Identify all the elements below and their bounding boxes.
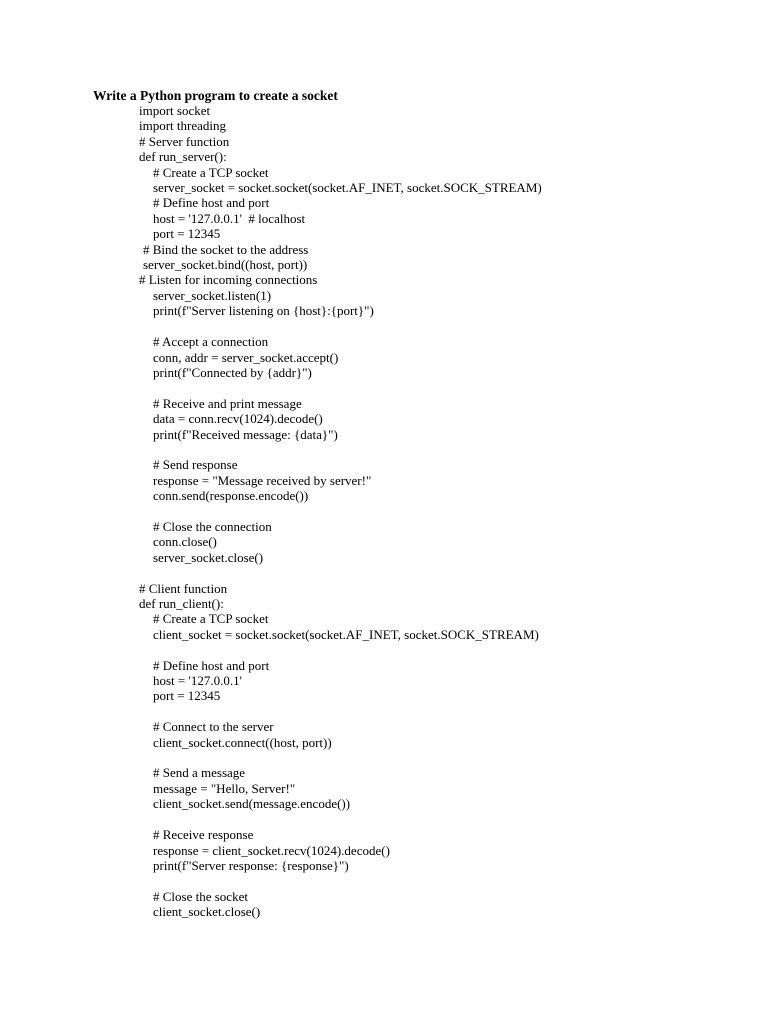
code-line: # Receive and print message bbox=[153, 395, 302, 411]
document-title: Write a Python program to create a socket bbox=[93, 88, 338, 103]
code-line: def run_client(): bbox=[139, 596, 224, 611]
code-line: host = '127.0.0.1' bbox=[153, 673, 242, 689]
code-line: # Receive response bbox=[153, 827, 254, 843]
code-line: print(f"Server response: {response}") bbox=[153, 857, 349, 873]
code-line: response = client_socket.recv(1024).decode() bbox=[153, 842, 390, 858]
code-line: host = '127.0.0.1' # localhost bbox=[153, 210, 306, 226]
code-line: client_socket.connect((host, port)) bbox=[153, 734, 332, 750]
code-line: # Define host and port bbox=[153, 657, 270, 673]
code-line: port = 12345 bbox=[153, 226, 221, 242]
code-line: def run_server(): bbox=[139, 149, 227, 165]
code-line: # Define host and port bbox=[153, 195, 270, 211]
code-line: # Send a message bbox=[153, 765, 246, 781]
code-line: # Close the connection bbox=[153, 518, 272, 534]
code-line: # Listen for incoming connections bbox=[139, 272, 318, 288]
blank-line bbox=[0, 873, 768, 888]
code-line: data = conn.recv(1024).decode() bbox=[153, 411, 323, 427]
code-line: import socket bbox=[139, 103, 211, 118]
blank-line bbox=[0, 812, 768, 827]
blank-line bbox=[0, 750, 768, 765]
code-line: # Bind the socket to the address bbox=[143, 241, 309, 257]
blank-line bbox=[0, 319, 768, 334]
code-line: # Send response bbox=[153, 457, 238, 473]
blank-line bbox=[0, 442, 768, 457]
code-line: import threading bbox=[139, 118, 227, 134]
code-line: # Connect to the server bbox=[153, 719, 274, 735]
blank-line bbox=[0, 565, 768, 580]
code-line: print(f"Server listening on {host}:{port}") bbox=[153, 303, 374, 319]
code-line: # Client function bbox=[139, 580, 228, 596]
blank-line bbox=[0, 704, 768, 719]
code-line: client_socket.close() bbox=[153, 904, 261, 920]
code-line: # Close the socket bbox=[153, 888, 248, 904]
code-line: port = 12345 bbox=[153, 688, 221, 704]
code-line: conn.close() bbox=[153, 534, 217, 550]
blank-line bbox=[0, 380, 768, 395]
blank-line bbox=[0, 642, 768, 657]
code-line: # Server function bbox=[139, 133, 230, 149]
code-line: print(f"Received message: {data}") bbox=[153, 426, 338, 442]
code-line: # Create a TCP socket bbox=[153, 164, 269, 180]
code-line: # Accept a connection bbox=[153, 334, 269, 350]
code-line: conn.send(response.encode()) bbox=[153, 488, 309, 504]
code-line: client_socket.send(message.encode()) bbox=[153, 796, 351, 812]
code-line: client_socket = socket.socket(socket.AF_INET, socket.SOCK_STREAM) bbox=[153, 626, 539, 642]
blank-line bbox=[0, 504, 768, 519]
code-line: # Create a TCP socket bbox=[153, 611, 269, 627]
code-line: server_socket.bind((host, port)) bbox=[143, 257, 308, 273]
code-line: server_socket = socket.socket(socket.AF_INET, socket.SOCK_STREAM) bbox=[153, 180, 542, 196]
code-listing bbox=[0, 103, 768, 920]
code-line: response = "Message received by server!" bbox=[153, 472, 372, 488]
code-line: server_socket.listen(1) bbox=[153, 287, 272, 303]
code-line: print(f"Connected by {addr}") bbox=[153, 364, 312, 380]
code-line: server_socket.close() bbox=[153, 549, 264, 565]
code-line: message = "Hello, Server!" bbox=[153, 780, 296, 796]
code-line: conn, addr = server_socket.accept() bbox=[153, 349, 339, 365]
